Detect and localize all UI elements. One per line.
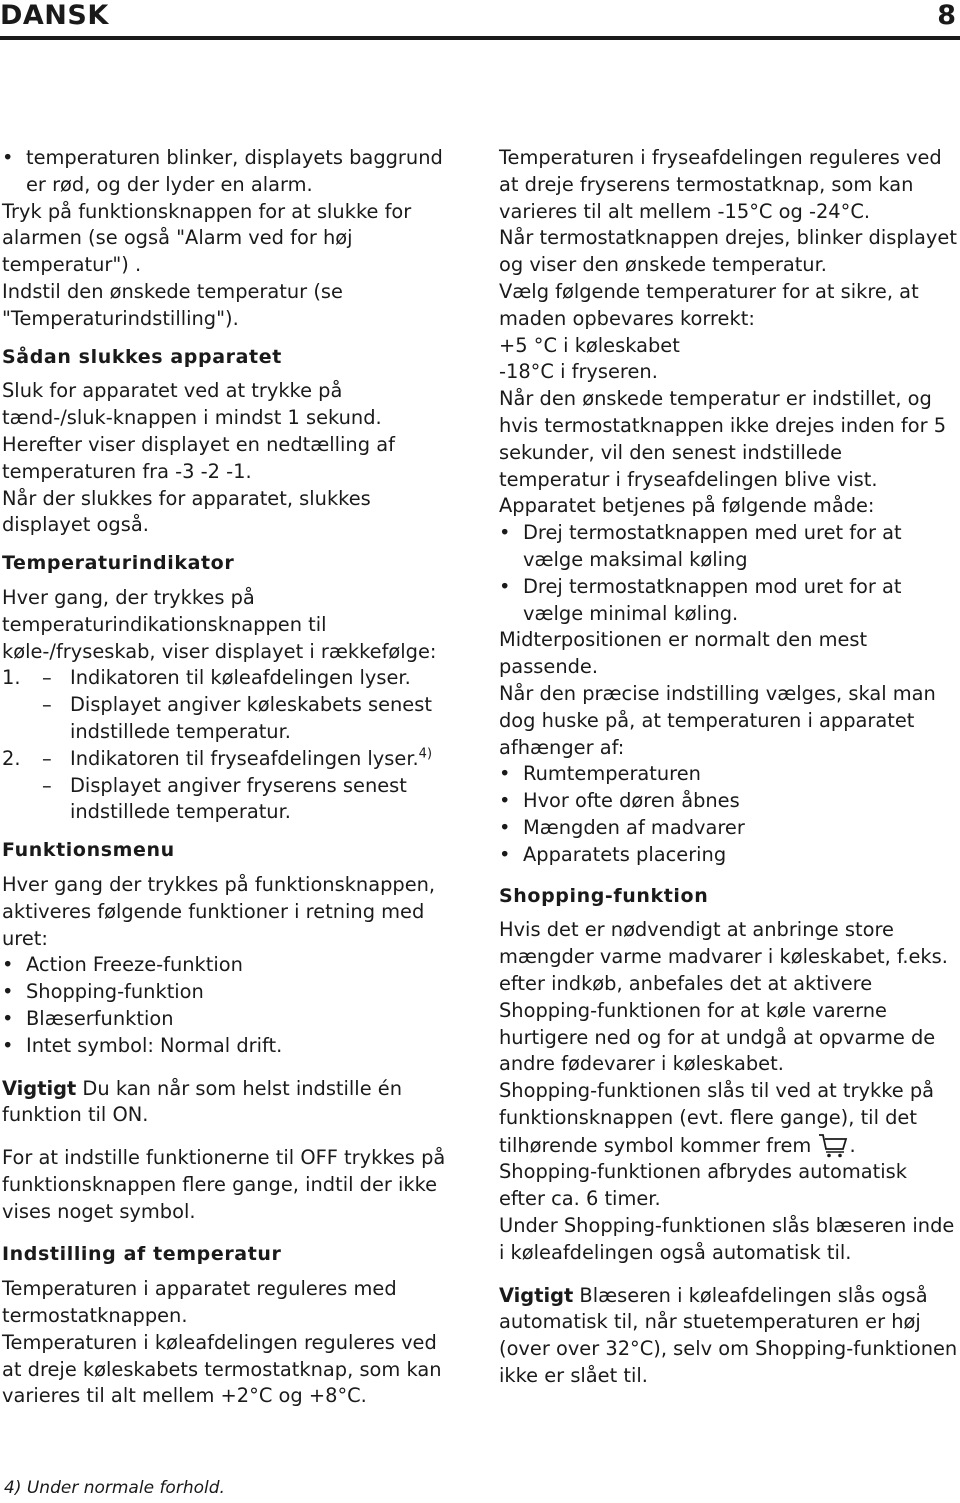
function-menu-paragraph: Hver gang der trykkes på funktionsknappen, aktiveres følgende funktioner i retning med uret: [2,872,436,950]
functions-off-paragraph: For at indstille funktionerne til OFF trykkes på funktionsknappen flere gange, indtil der ikke vises noget symbol. [2,1146,446,1223]
temperature-indicator-heading: Temperaturindikator [2,552,235,575]
factors-paragraph: Når den præcise indstilling vælges, skal man dog huske på, at temperaturen i apparatet afhænger af: [499,681,936,759]
step-dash: – [42,746,52,770]
list-item: • temperaturen blinker, displayets baggrund er rød, og der lyder en alarm. [2,145,454,199]
left-column [2,145,454,1410]
temperature-paragraph: Temperaturen i apparatet reguleres med termostatknappen. [2,1277,397,1328]
function-list [2,952,454,1059]
alarm-paragraph: Tryk på funktionsknappen for at slukke for alarmen (se også "Alarm ved for høj temperatur") . [2,199,412,277]
temperature-setting-heading: Indstilling af temperatur [2,1243,282,1266]
display-off-paragraph: Når der slukkes for apparatet, slukkes displayet også. [2,486,371,537]
step-item [2,665,454,692]
shopping-paragraph: Hvis det er nødvendigt at anbringe store mængder varme madvarer i køleskabet, f.eks. efter indkøb, anbefales det at aktivere Shopping-funktionen for at køle varerne hurtigere ned og for at undgå at opvarme de andre fødevarer i køleskabet. [499,918,948,1076]
display-flash-paragraph: Når termostatknappen drejes, blinker displayet og viser den ønskede temperatur. [499,226,957,277]
factors-list [499,761,958,868]
important-note [2,1076,454,1130]
set-temp-paragraph: Indstil den ønskede temperatur (se "Temperaturindstilling"). [2,279,343,330]
freezer-temperature-paragraph: Temperaturen i fryseafdelingen reguleres ved at dreje fryserens termostatknap, som kan varieres til alt mellem -15°C og -24°C. [499,146,942,223]
list-item: • Blæserfunktion [2,1006,454,1033]
step-dash: – [42,773,52,797]
step-dash: – [42,666,52,690]
footnote-reference: 4) [418,746,433,762]
temperature-shown-paragraph: Når den ønskede temperatur er indstillet, og hvis termostatknappen ikke drejes inden for 5 sekunder, vil den senest indstillede temperatur i fryseafdelingen blive vist. [499,387,947,491]
list-item: • Drej termostatknappen med uret for at vælge maksimal køling [499,520,958,574]
list-item: • Hvor ofte døren åbnes [499,788,958,815]
step-item [2,692,454,746]
operation-paragraph: Apparatet betjenes på følgende måde: [499,494,875,518]
step-text: Indikatoren til fryseafdelingen lyser. [70,746,419,770]
shopping-activate-text: Shopping-funktionen slås til ved at trykke på funktionsknappen (evt. flere gange), til det tilhørende symbol kommer frem [499,1079,935,1157]
step-text: Indikatoren til køleafdelingen lyser. [70,666,411,690]
step-number: 1. [2,666,21,690]
step-text: Displayet angiver fryserens senest indstillede temperatur. [70,773,407,824]
important-note [499,1283,958,1390]
list-item: • Action Freeze-funktion [2,952,454,979]
footnote: 4) Under normale forhold. [4,1478,225,1498]
function-menu-heading: Funktionsmenu [2,839,175,862]
list-item: • Mængden af madvarer [499,815,958,842]
freezer-recommendation: -18°C i fryseren. [499,360,658,384]
shopping-fan-paragraph: Under Shopping-funktionen slås blæseren inde i køleafdelingen også automatisk til. [499,1214,955,1264]
list-item: • Shopping-funktion [2,979,454,1006]
shopping-function-heading: Shopping-funktion [499,884,709,907]
step-dash: – [42,693,52,717]
important-label: Vigtigt [2,1076,77,1100]
page-header [0,0,960,40]
step-item [2,773,454,827]
middle-position-paragraph: Midterpositionen er normalt den mest passende. [499,628,868,679]
recommended-paragraph: Vælg følgende temperaturer for at sikre, at maden opbevares korrekt: [499,279,919,330]
shopping-activate-end: . [849,1133,856,1157]
important-text: Blæseren i køleafdelingen slås også automatisk til, når stuetemperaturen er høj (over over 32°C), selv om Shopping-funktionen ikke er slået til. [499,1283,958,1388]
fridge-temperature-paragraph: Temperaturen i køleafdelingen reguleres ved at dreje køleskabets termostatknap, som kan varieres til alt mellem +2°C og +8°C. [2,1330,442,1408]
step-item [2,746,454,773]
list-item: • Drej termostatknappen mod uret for at vælge minimal køling. [499,574,958,628]
fridge-recommendation: +5 °C i køleskabet [499,333,680,357]
shopping-activate-paragraph [499,1078,958,1159]
switch-off-heading: Sådan slukkes apparatet [2,345,282,368]
step-text: Displayet angiver køleskabets senest indstillede temperatur. [70,693,432,743]
shopping-cart-icon [818,1132,850,1158]
list-item: • Intet symbol: Normal drift. [2,1033,454,1060]
intro-list [2,145,454,199]
list-item: • Apparatets placering [499,842,958,869]
indicator-paragraph: Hver gang, der trykkes på temperaturindikationsknappen til køle-/fryseskab, viser displayet i rækkefølge: [2,585,437,663]
important-label: Vigtigt [499,1283,574,1307]
important-text: Du kan når som helst indstille én funktion til ON. [2,1076,403,1127]
step-number: 2. [2,746,21,770]
page-number: 8 [937,0,956,31]
shopping-auto-off-paragraph: Shopping-funktionen afbrydes automatisk efter ca. 6 timer. [499,1160,907,1211]
operation-list [499,520,958,627]
right-column [499,145,958,1390]
switch-off-paragraph: Sluk for apparatet ved at trykke på tænd-/sluk-knappen i mindst 1 sekund. [2,379,382,430]
indicator-steps [2,665,454,826]
section-title: DANSK [0,0,109,31]
list-item: • Rumtemperaturen [499,761,958,788]
countdown-paragraph: Herefter viser displayet en nedtælling af temperaturen fra -3 -2 -1. [2,432,395,483]
